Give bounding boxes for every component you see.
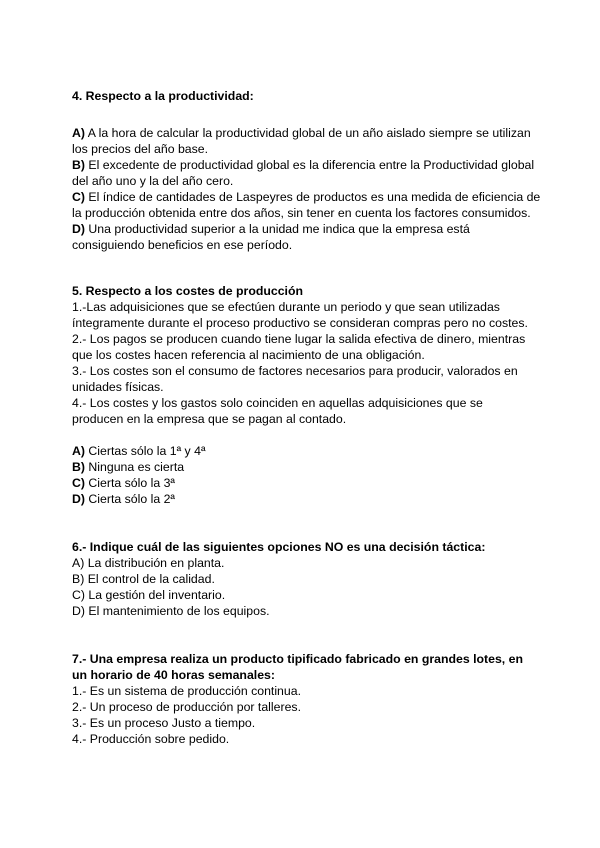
option-text: Ninguna es cierta	[88, 460, 185, 474]
statement-line: que los costes hacen referencia al nacimiento de una obligación.	[72, 348, 425, 362]
question-6	[72, 539, 542, 619]
option-a: A) La distribución en planta.	[72, 556, 225, 570]
option-b-continued: del año uno y la del año cero.	[72, 174, 234, 188]
option-letter: C)	[72, 190, 85, 204]
option-d	[72, 221, 542, 237]
statement-line: 2.- Los pagos se producen cuando tiene lugar la salida efectiva de dinero, mientras	[72, 332, 526, 346]
option-c	[72, 189, 542, 205]
statement-line: producen en la empresa que se pagan al contado.	[72, 412, 347, 426]
option-text: Ciertas sólo la 1ª y 4ª	[88, 444, 206, 458]
option-b	[72, 459, 542, 475]
question-7-title-continued: un horario de 40 horas semanales:	[72, 668, 275, 682]
option-1: 1.- Es un sistema de producción continua.	[72, 684, 301, 698]
statement-line: unidades físicas.	[72, 380, 164, 394]
option-text: Cierta sólo la 2ª	[88, 492, 175, 506]
question-4-title: 4. Respecto a la productividad:	[72, 89, 254, 103]
option-text: Una productividad superior a la unidad me indica que la empresa está	[88, 222, 470, 236]
option-a	[72, 125, 542, 141]
option-letter: A)	[72, 444, 85, 458]
option-c-continued: la producción obtenida entre dos años, sin tener en cuenta los factores consumidos.	[72, 206, 531, 220]
option-b	[72, 157, 542, 173]
option-c: C) La gestión del inventario.	[72, 588, 226, 602]
question-7-title: 7.- Una empresa realiza un producto tipificado fabricado en grandes lotes, en	[72, 652, 523, 666]
option-letter: D)	[72, 222, 85, 236]
question-5-options	[72, 443, 542, 507]
option-letter: B)	[72, 158, 85, 172]
option-d	[72, 491, 542, 507]
question-4-options	[72, 125, 542, 253]
question-4	[72, 88, 542, 104]
option-letter: A)	[72, 126, 85, 140]
option-letter: B)	[72, 460, 85, 474]
question-6-title: 6.- Indique cuál de las siguientes opciones NO es una decisión táctica:	[72, 540, 486, 554]
option-letter: C)	[72, 476, 85, 490]
statement-line: 1.-Las adquisiciones que se efectúen durante un periodo y que sean utilizadas	[72, 300, 500, 314]
question-5	[72, 283, 542, 427]
question-7	[72, 651, 542, 747]
option-text: A la hora de calcular la productividad global de un año aislado siempre se utilizan	[87, 126, 531, 140]
option-text: El índice de cantidades de Laspeyres de productos es una medida de eficiencia de	[88, 190, 541, 204]
statement-line: íntegramente durante el proceso productivo se consideran compras pero no costes.	[72, 316, 528, 330]
option-d-continued: consiguiendo beneficios en ese período.	[72, 238, 293, 252]
option-4: 4.- Producción sobre pedido.	[72, 732, 230, 746]
option-letter: D)	[72, 492, 85, 506]
option-text: Cierta sólo la 3ª	[88, 476, 175, 490]
option-a-continued: los precios del año base.	[72, 142, 209, 156]
question-5-title: 5. Respecto a los costes de producción	[72, 284, 303, 298]
option-c	[72, 475, 542, 491]
option-a	[72, 443, 542, 459]
option-3: 3.- Es un proceso Justo a tiempo.	[72, 716, 256, 730]
statement-line: 4.- Los costes y los gastos solo coinciden en aquellas adquisiciones que se	[72, 396, 483, 410]
statement-line: 3.- Los costes son el consumo de factores necesarios para producir, valorados en	[72, 364, 518, 378]
option-d: D) El mantenimiento de los equipos.	[72, 604, 270, 618]
option-b: B) El control de la calidad.	[72, 572, 215, 586]
option-2: 2.- Un proceso de producción por talleres.	[72, 700, 301, 714]
option-text: El excedente de productividad global es la diferencia entre la Productividad global	[88, 158, 535, 172]
